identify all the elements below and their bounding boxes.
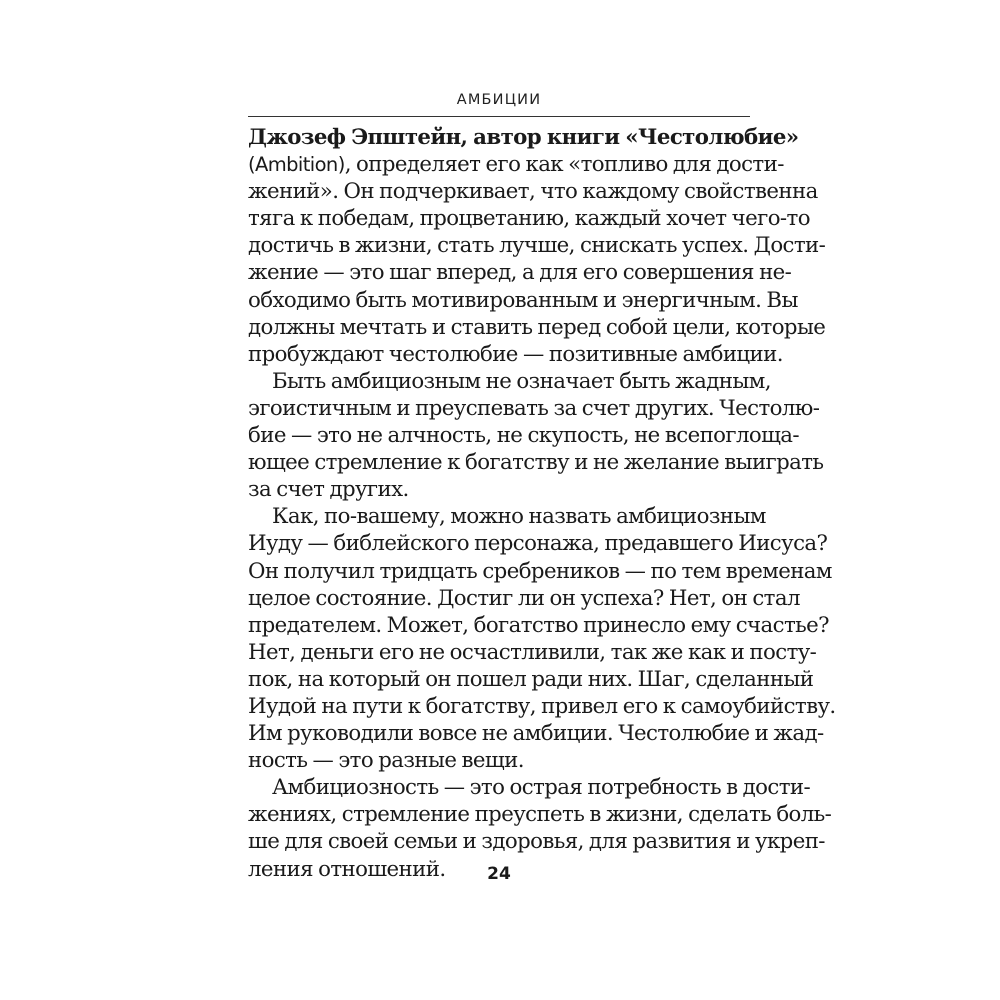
text-line: Быть амбициозным не означает быть жадным, [272, 368, 771, 394]
running-header: АМБИЦИИ [456, 92, 542, 108]
page-number: 24 [487, 864, 511, 884]
text-line: тяга к победам, процветанию, каждый хочет чего-то [248, 206, 810, 232]
text-line: Он получил тридцать сребреников — по тем временам [248, 558, 832, 584]
text-line: ющее стремление к богатству и не желание выиграть [248, 450, 824, 476]
paragraph-3 [248, 503, 836, 774]
text-line: ность — это разные вещи. [248, 748, 524, 774]
text-line: эгоистичным и преуспевать за счет других. Честолю- [248, 395, 820, 421]
text-line: жениях, стремление преуспеть в жизни, сделать боль- [248, 802, 832, 828]
text-line: Как, по-вашему, можно назвать амбициозным [272, 504, 766, 530]
text-line: достичь в жизни, стать лучше, снискать успех. Дости- [248, 233, 826, 259]
text-line: ления отношений. [248, 856, 446, 882]
text-line: бие — это не алчность, не скупость, не всепоглоща- [248, 423, 799, 449]
paragraph-1 [248, 124, 826, 368]
text-line [248, 124, 799, 151]
text-line: Иудой на пути к богатству, привел его к самоубийству. [248, 693, 836, 719]
text-line [248, 151, 784, 178]
line-rest: , определяет его как «топливо для дости- [344, 152, 784, 178]
text-line: Им руководили вовсе не амбиции. Честолюбие и жад- [248, 721, 824, 747]
header-rule [248, 116, 750, 117]
text-line: обходимо быть мотивированным и энергичным. Вы [248, 287, 798, 313]
text-line: пок, на который он пошел ради них. Шаг, сделанный [248, 666, 814, 692]
text-line: Иуду — библейского персонажа, предавшего Иисуса? [248, 531, 828, 557]
text-line: Нет, деньги его не осчастливили, так же как и посту- [248, 639, 817, 665]
paragraph-2 [248, 368, 824, 503]
text-line: целое состояние. Достиг ли он успеха? Нет, он стал [248, 585, 800, 611]
body-text [248, 124, 836, 883]
text-line: Амбициозность — это острая потребность в дости- [272, 775, 811, 801]
bold-lead: Джозеф Эпштейн, автор книги «Честолюбие» [248, 125, 799, 150]
text-line: жение — это шаг вперед, а для его совершения не- [248, 260, 792, 286]
text-line: ше для своей семьи и здоровья, для развития и укреп- [248, 829, 825, 855]
text-line: пробуждают честолюбие — позитивные амбиции. [248, 341, 783, 367]
text-line: жений». Он подчеркивает, что каждому свойственна [248, 179, 818, 205]
text-line: должны мечтать и ставить перед собой цели, которые [248, 314, 826, 340]
text-line: предателем. Может, богатство принесло ему счастье? [248, 612, 829, 638]
text-line: за счет других. [248, 477, 409, 503]
ambition-word: (Ambition) [248, 153, 345, 177]
